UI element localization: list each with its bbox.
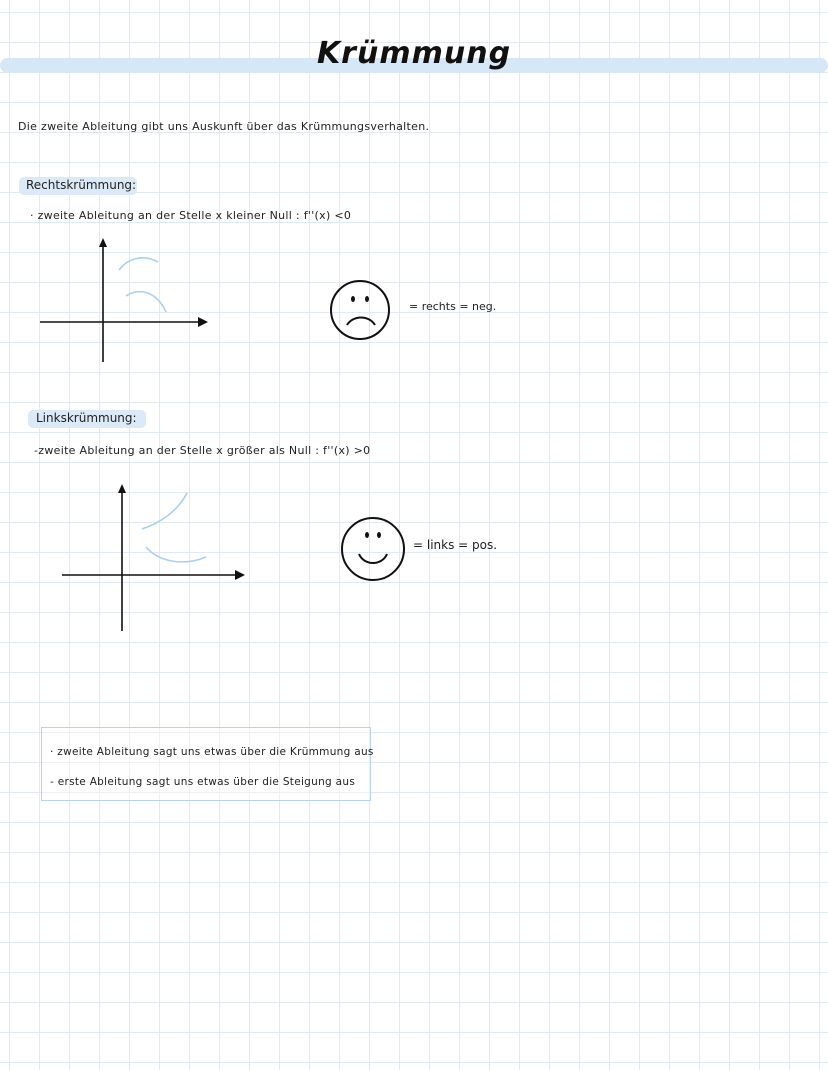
summary-item-1: · zweite Ableitung sagt uns etwas über die Krümmung aus xyxy=(50,746,374,758)
concave-curve-bottom xyxy=(126,292,166,312)
left-curvature-heading: Linkskrümmung: xyxy=(36,411,137,425)
concave-curve-top xyxy=(119,258,158,270)
summary-item-2: - erste Ableitung sagt uns etwas über die Steigung aus xyxy=(50,776,356,788)
x-axis-arrow xyxy=(198,317,208,327)
sad-face-icon xyxy=(329,279,393,343)
left-curvature-label: = links = pos. xyxy=(413,538,498,552)
right-curvature-bullet: · zweite Ableitung an der Stelle x kleiner Null : f''(x) <0 xyxy=(30,209,352,222)
right-curvature-graph xyxy=(40,238,210,364)
x-axis-arrow xyxy=(235,570,245,580)
left-curvature-bullet: -zweite Ableitung an der Stelle x größer als Null : f''(x) >0 xyxy=(34,444,371,457)
right-curvature-label: = rechts = neg. xyxy=(409,300,497,313)
right-curvature-heading: Rechtskrümmung: xyxy=(26,178,137,192)
page-title: Krümmung xyxy=(316,36,512,71)
convex-curve-bottom xyxy=(146,547,206,562)
y-axis-arrow xyxy=(99,238,107,247)
happy-face-icon xyxy=(340,516,406,582)
left-curvature-graph xyxy=(62,483,248,633)
intro-text: Die zweite Ableitung gibt uns Auskunft über das Krümmungsverhalten. xyxy=(18,120,430,133)
summary-box xyxy=(41,727,374,801)
convex-curve-top xyxy=(142,493,187,529)
y-axis-arrow xyxy=(118,484,126,493)
